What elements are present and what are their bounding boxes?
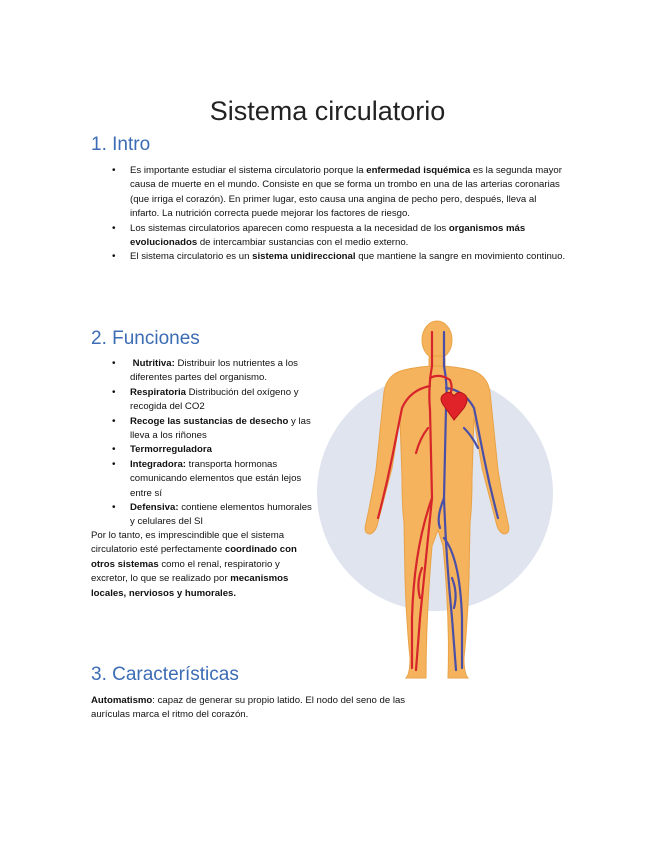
section-heading-funciones: 2. Funciones xyxy=(91,328,200,349)
emphasis: Respiratoria xyxy=(130,386,186,398)
human-circulatory-system-icon xyxy=(312,318,562,688)
list-item xyxy=(91,443,313,457)
emphasis: Recoge las sustancias de desecho xyxy=(130,415,289,427)
funciones-paragraph: Por lo tanto, es imprescindible que el sistema circulatorio esté perfectamente coordinado con otros sistemas como el renal, respiratorio y excretor, lo que se realizado por mecanismos locales, nerviosos y humorales. xyxy=(91,530,297,599)
emphasis: Integradora: xyxy=(130,458,186,470)
emphasis: Automatismo xyxy=(91,695,153,706)
list-item: • Es importante estudiar el sistema circulatorio porque la enfermedad isquémica es la segunda mayor causa de muerte en el mundo. Consiste en que se forma un trombo en una de las arterias coronarias (que irriga el corazón). En primer lugar, esto causa una angina de pecho pero, después, lleva al infarto. La nutrición correcta puede mejorar los factores de riesgo. xyxy=(91,164,567,222)
page-title: Sistema circulatorio xyxy=(209,96,446,127)
section-heading-intro: 1. Intro xyxy=(91,134,151,155)
funciones-bullet-list xyxy=(91,357,313,530)
caracteristicas-paragraph: Automatismo: capaz de generar su propio latido. El nodo del seno de las aurículas marca el ritmo del corazón. xyxy=(91,695,406,721)
list-item: • Nutritiva: Distribuir los nutrientes a los diferentes partes del organismo. xyxy=(91,357,313,386)
emphasis: mecanismos locales, nerviosos y humorales. xyxy=(91,573,289,599)
emphasis: Nutritiva: xyxy=(132,358,175,369)
emphasis: coordinado con otros sistemas xyxy=(91,544,297,570)
emphasis: Defensiva: xyxy=(130,502,179,514)
emphasis: Termorreguladora xyxy=(130,444,212,456)
list-item: • Integradora: transporta hormonas comunicando elementos que están lejos entre sí xyxy=(91,458,313,501)
list-item: • Los sistemas circulatorios aparecen como respuesta a la necesidad de los organismos más evolucionados de intercambiar sustancias con el medio externo. xyxy=(91,222,567,251)
list-item: • Defensiva: contiene elementos humorales y celulares del SI xyxy=(91,501,313,530)
intro-bullet-list xyxy=(91,164,567,265)
emphasis: sistema unidireccional xyxy=(252,251,356,263)
list-item: • Respiratoria Distribución del oxígeno y recogida del CO2 xyxy=(91,386,313,415)
list-item: • Recoge las sustancias de desecho y las lleva a los riñones xyxy=(91,415,313,444)
emphasis: enfermedad isquémica xyxy=(366,165,471,176)
emphasis: organismos más evolucionados xyxy=(130,222,526,249)
list-item: • El sistema circulatorio es un sistema unidireccional que mantiene la sangre en movimiento continuo. xyxy=(91,250,567,264)
section-heading-caracteristicas: 3. Características xyxy=(91,664,239,685)
